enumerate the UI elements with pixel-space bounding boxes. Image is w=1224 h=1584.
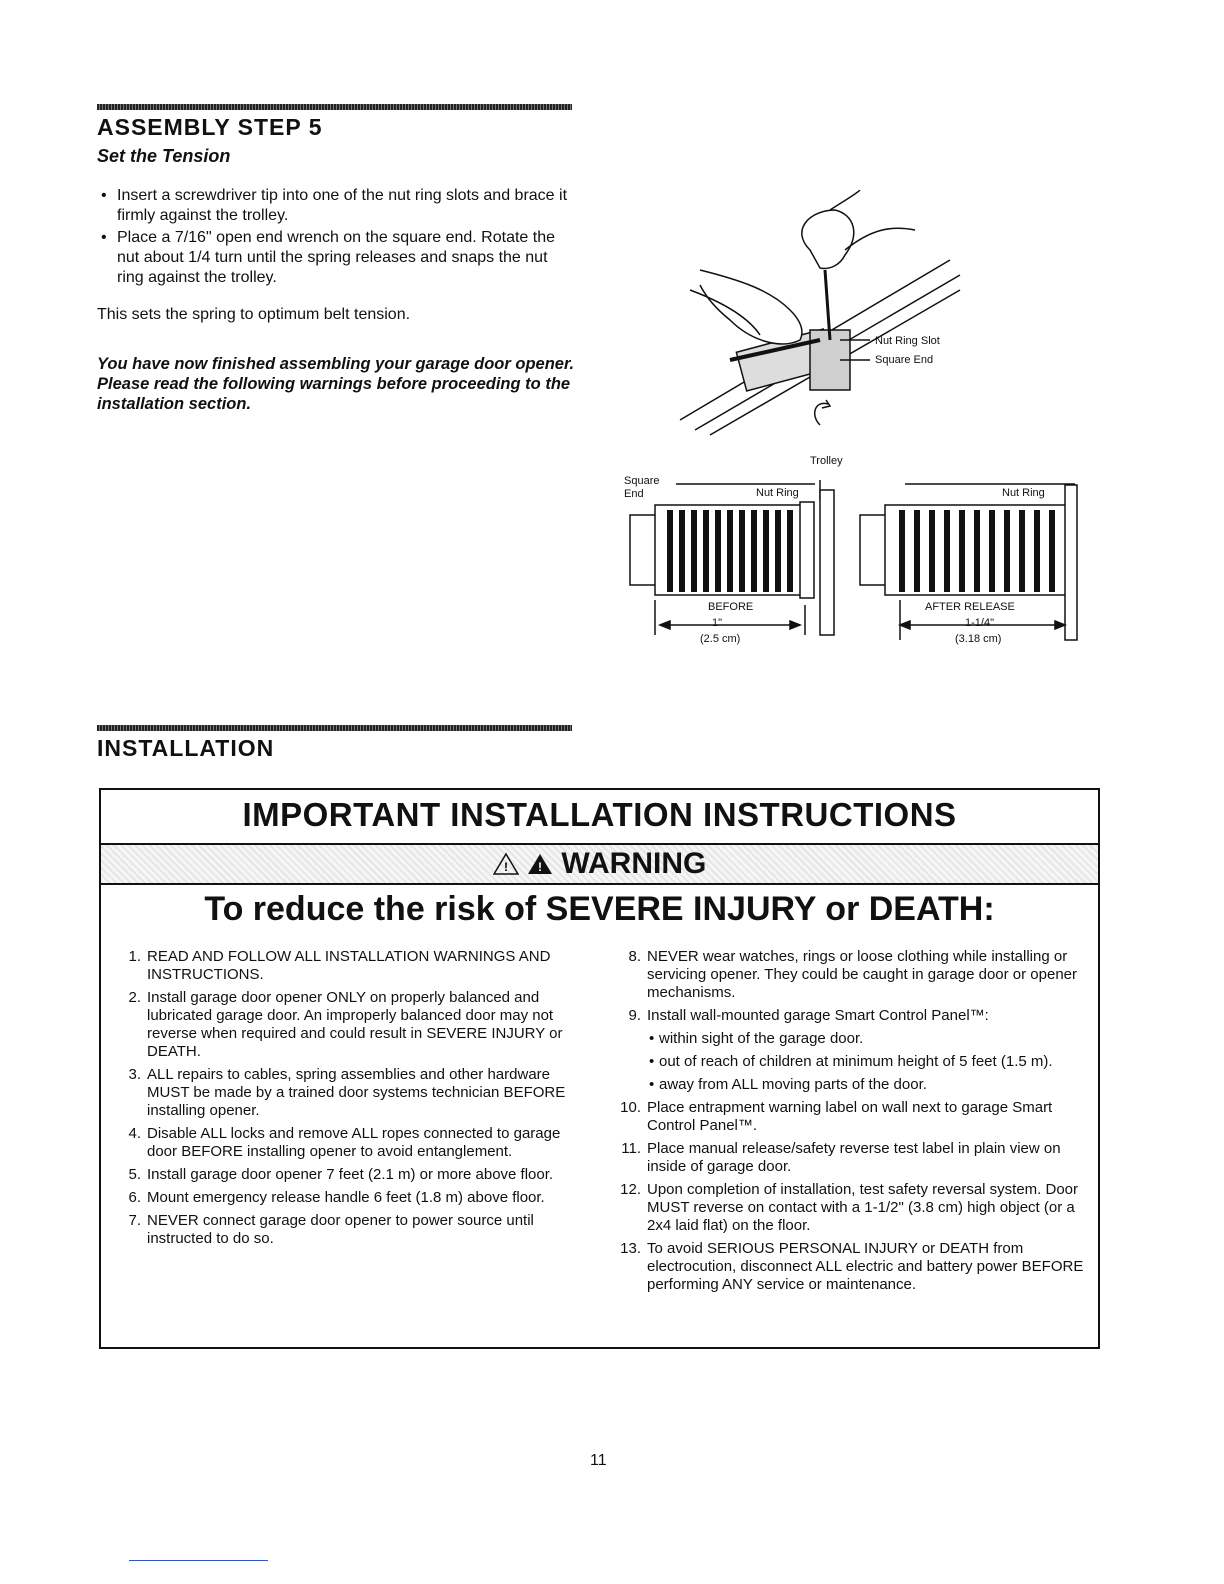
before-inch: 1" xyxy=(712,617,723,629)
trolley-label: Trolley xyxy=(810,455,843,467)
box-title: IMPORTANT INSTALLATION INSTRUCTIONS xyxy=(242,796,957,833)
after-cm: (3.18 cm) xyxy=(955,633,1002,645)
after-label: AFTER RELEASE xyxy=(925,601,1015,613)
list-item: 4. Disable ALL locks and remove ALL ropes connected to garage door BEFORE installing opener to avoid entanglement. xyxy=(128,1125,561,1160)
warning-triangle-icon xyxy=(527,852,553,876)
assembly-note: You have now finished assembling your garage door opener. Please read the following warnings before proceeding to the installation section. xyxy=(97,355,575,413)
assembly-subheading: Set the Tension xyxy=(97,146,231,166)
list-item: 2. Install garage door opener ONLY on properly balanced and lubricated garage door. An improperly balanced door may not reverse when required and could result in SEVERE INJURY or DEATH. xyxy=(128,989,563,1060)
list-item: 13. To avoid SERIOUS PERSONAL INJURY or DEATH from electrocution, disconnect ALL electric and battery power BEFORE performing ANY service or maintenance. xyxy=(620,1240,1084,1293)
bullet-item: • Place a 7/16" open end wrench on the square end. Rotate the nut about 1/4 turn until the spring releases and snaps the nut ring against the trolley. xyxy=(97,228,577,288)
installation-heading: INSTALLATION xyxy=(97,735,275,761)
before-label: BEFORE xyxy=(708,601,754,613)
assembly-heading: ASSEMBLY STEP 5 xyxy=(97,114,323,140)
section-rule xyxy=(97,725,572,731)
list-item: 1. READ AND FOLLOW ALL INSTALLATION WARNINGS AND INSTRUCTIONS. xyxy=(128,948,551,983)
assembly-paragraph: This sets the spring to optimum belt tension. xyxy=(97,306,411,323)
after-inch: 1-1/4" xyxy=(965,617,994,629)
nut-ring-after-label: Nut Ring xyxy=(1002,487,1045,499)
nut-ring-before-label: Nut Ring xyxy=(756,487,799,499)
list-item: 6. Mount emergency release handle 6 feet (1.8 m) above floor. xyxy=(128,1189,545,1206)
warnings-left-column xyxy=(119,948,589,1253)
list-item: 3. ALL repairs to cables, spring assemblies and other hardware MUST be made by a trained door systems technician BEFORE installing opener. xyxy=(128,1066,566,1119)
warning-text: WARNING xyxy=(561,847,707,880)
svg-text:!: ! xyxy=(538,860,542,874)
list-item: 11. Place manual release/safety reverse test label in plain view on inside of garage door. xyxy=(621,1140,1061,1175)
warning-triangle-icon xyxy=(493,852,519,876)
page-number: 11 xyxy=(590,1452,607,1469)
list-item: 8. NEVER wear watches, rings or loose clothing while installing or servicing opener. They could be caught in garage door or opener mechanisms. xyxy=(628,948,1078,1001)
important-instructions-box xyxy=(99,788,1100,1349)
square-end-label: Square End xyxy=(624,475,660,500)
list-item: 10. Place entrapment warning label on wall next to garage Smart Control Panel™. xyxy=(620,1099,1053,1134)
warnings-right-column xyxy=(619,948,1089,1299)
sub-item: • within sight of the garage door. xyxy=(619,1030,1089,1048)
list-item: 12. Upon completion of installation, test safety reversal system. Door MUST reverse on contact with a 1-1/2" (3.8 cm) high object (or a 2x4 laid flat) on the floor. xyxy=(620,1181,1079,1234)
list-item: 7. NEVER connect garage door opener to power source until instructed to do so. xyxy=(128,1212,534,1247)
list-item: 9. Install wall-mounted garage Smart Control Panel™: xyxy=(628,1007,989,1024)
svg-text:!: ! xyxy=(503,860,508,874)
sub-item: • out of reach of children at minimum height of 5 feet (1.5 m). xyxy=(619,1053,1089,1071)
warning-band xyxy=(101,843,1098,885)
bullet-item: • Insert a screwdriver tip into one of the nut ring slots and brace it firmly against the trolley. xyxy=(97,186,577,226)
square-end-label-top: Square End xyxy=(875,354,934,366)
before-cm: (2.5 cm) xyxy=(700,633,741,645)
tension-illustration xyxy=(670,190,970,440)
risk-heading: To reduce the risk of SEVERE INJURY or DEATH: xyxy=(204,890,995,928)
list-item: 5. Install garage door opener 7 feet (2.1 m) or more above floor. xyxy=(128,1166,554,1183)
spring-diagram xyxy=(620,480,1080,650)
nut-ring-slot-label: Nut Ring Slot xyxy=(875,335,940,347)
sub-item: • away from ALL moving parts of the door. xyxy=(619,1076,1089,1094)
footer-link-line xyxy=(129,1560,268,1561)
assembly-bullets xyxy=(97,186,577,290)
section-rule xyxy=(97,104,572,110)
